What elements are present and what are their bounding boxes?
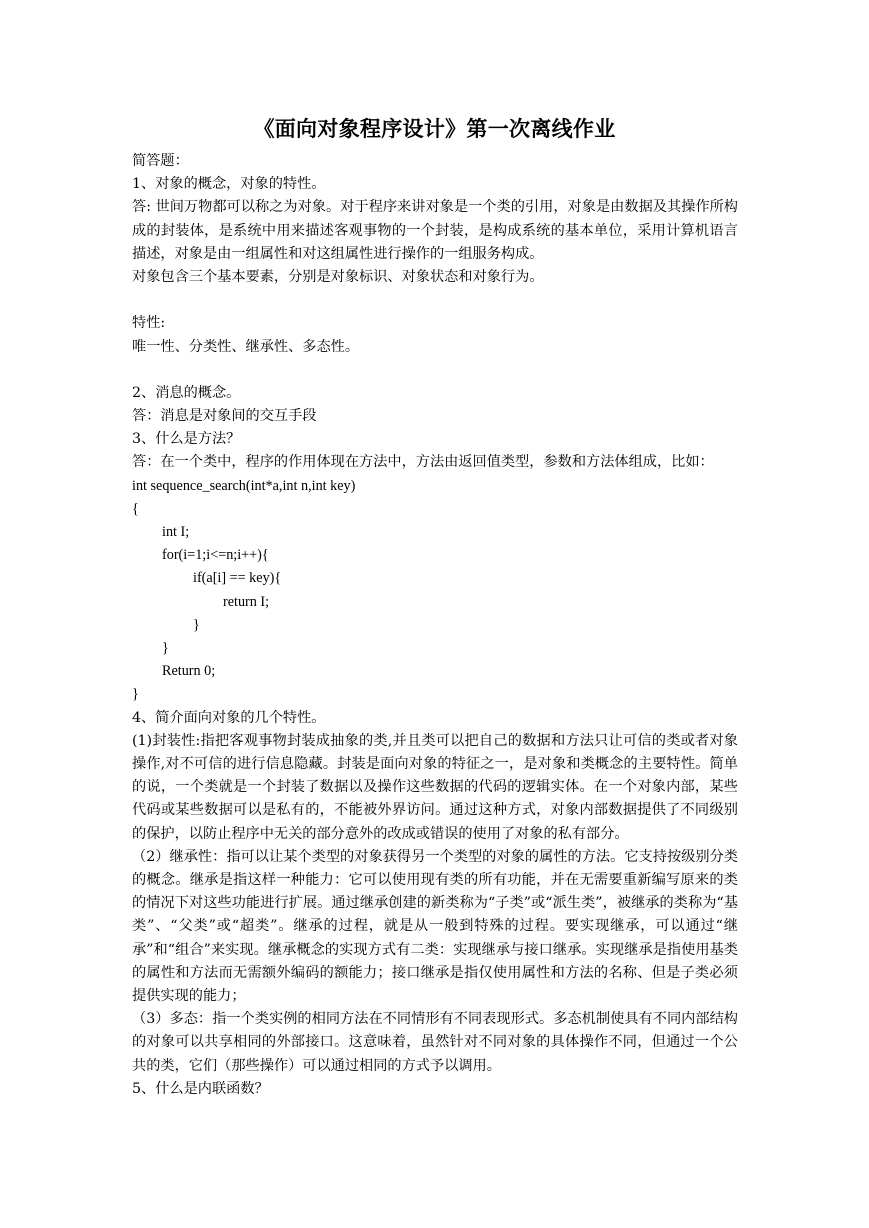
question-5: 5、什么是内联函数？ bbox=[132, 1080, 269, 1097]
code-line: int I; bbox=[162, 524, 190, 541]
traits-label: 特性: bbox=[132, 315, 166, 332]
polymorphism-paragraph: （3）多态：指一个类实例的相同方法在不同情形有不同表现形式。多态机制使具有不同内部结构的对象可以共享相同的外部接口。这意味着，虽然针对不同对象的具体操作不同，但通过一个公共的类，它们（那些操作）可以通过相同的方式予以调用。 bbox=[132, 1011, 738, 1074]
code-line: if(a[i] == key){ bbox=[193, 570, 282, 587]
code-line: } bbox=[162, 639, 169, 656]
code-line: } bbox=[132, 686, 139, 703]
code-line: int sequence_search(int*a,int n,int key) bbox=[132, 477, 356, 494]
code-line: Return 0; bbox=[162, 663, 216, 680]
code-line: { bbox=[132, 500, 139, 517]
question-3: 3、什么是方法？ bbox=[132, 431, 241, 448]
code-block bbox=[132, 475, 738, 707]
object-elements-text: 对象包含三个基本要素，分别是对象标识、对象状态和对象行为。 bbox=[132, 268, 544, 285]
question-4: 4、简介面向对象的几个特性。 bbox=[132, 709, 326, 726]
question-1: 1、对象的概念，对象的特性。 bbox=[132, 176, 326, 193]
blank-line bbox=[132, 289, 738, 312]
encapsulation-paragraph: (1)封装性:指把客观事物封装成抽象的类,并且类可以把自己的数据和方法只让可信的类或者对象操作,对不可信的进行信息隐藏。封装是面向对象的特征之一，是对象和类概念的主要特性。简单的说，一个类就是一个封装了数据以及操作这些数据的代码的逻辑实体。在一个对象内部，某些代码或某些数据可以是私有的，不能被外界访问。通过这种方式，对象内部数据提供了不同级别的保护，以防止程序中无关的部分意外的改成或错误的使用了对象的私有部分。 bbox=[132, 732, 738, 842]
inheritance-paragraph: （2）继承性：指可以让某个类型的对象获得另一个类型的对象的属性的方法。它支持按级别分类的概念。继承是指这样一种能力：它可以使用现有类的所有功能，并在无需要重新编写原来的类的情况下对这些功能进行扩展。通过继承创建的新类称为“子类”或“派生类”，被继承的类称为“基类”、“父类”或“超类”。继承的过程，就是从一般到特殊的过程。要实现继承，可以通过“继承”和“组合”来实现。继承概念的实现方式有二类：实现继承与接口继承。实现继承是指使用基类的属性和方法而无需额外编码的额能力；接口继承是指仅使用属性和方法的名称、但是子类必须提供实现的能力； bbox=[132, 848, 738, 1004]
question-2: 2、消息的概念。 bbox=[132, 384, 241, 401]
document-body bbox=[132, 150, 738, 1101]
traits-text: 唯一性、分类性、继承性、多态性。 bbox=[132, 338, 360, 355]
code-line: for(i=1;i<=n;i++){ bbox=[162, 547, 269, 564]
answer-1: 答: 世间万物都可以称之为对象。对于程序来讲对象是一个类的引用，对象是由数据及其操作所构成的封装体，是系统中用来描述客观事物的一个封装，是构成系统的基本单位，采用计算机语言描述，对象是由一组属性和对这组属性进行操作的一组服务构成。 bbox=[132, 199, 738, 262]
answer-2: 答：消息是对象间的交互手段 bbox=[132, 408, 317, 425]
section-label: 简答题： bbox=[132, 153, 189, 169]
answer-3: 答：在一个类中，程序的作用体现在方法中，方法由返回值类型，参数和方法体组成，比如： bbox=[132, 454, 714, 471]
page-title: 《面向对象程序设计》第一次离线作业 bbox=[253, 116, 616, 141]
blank-line bbox=[132, 359, 738, 382]
code-line: return I; bbox=[223, 593, 270, 610]
code-line: } bbox=[193, 616, 200, 633]
